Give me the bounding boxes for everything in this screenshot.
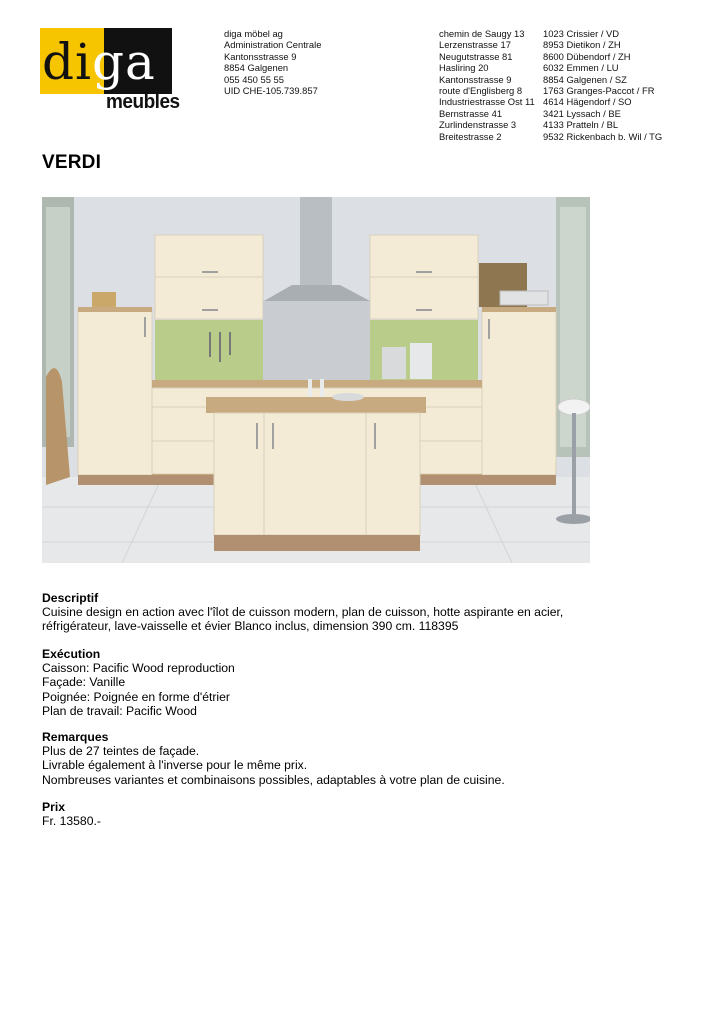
prix-heading: Prix [42,800,66,814]
company-line: UID CHE-105.739.857 [224,85,318,97]
company-line: Kantonsstrasse 9 [224,50,297,62]
descriptif-heading: Descriptif [42,591,99,605]
branch-city: 6032 Emmen / LU [543,62,619,74]
branch-city: 3421 Lyssach / BE [543,107,621,119]
branch-street: route d'Englisberg 8 [439,85,523,97]
branch-street: Zurlindenstrasse 3 [439,119,517,131]
logo-wordmark [42,32,156,98]
execution-line: Façade: Vanille [42,675,126,690]
company-line: Administration Centrale [224,39,322,51]
company-line: diga möbel ag [224,28,283,39]
branch-city: 8953 Dietikon / ZH [543,39,621,51]
remarques-heading: Remarques [42,730,109,744]
company-line: 055 450 55 55 [224,73,284,85]
descriptif-line: réfrigérateur, lave-vaisselle et évier Blanco inclus, dimension 390 cm. 118395 [42,619,459,634]
branch-street: Lerzenstrasse 17 [439,39,511,51]
branch-street: Industriestrasse Ost 11 [439,96,535,108]
logo-part-1: di [42,33,92,91]
execution-section [42,647,235,718]
branch-street: Neugutstrasse 81 [439,50,513,62]
descriptif-line: Cuisine design en action avec l'îlot de cuisson modern, plan de cuisson, hotte aspirante en acier, [42,605,564,620]
branch-street: Bernstrasse 41 [439,107,503,119]
branch-street: Breitestrasse 2 [439,130,502,142]
remarques-line: Nombreuses variantes et combinaisons possibles, adaptables à votre plan de cuisine. [42,772,505,787]
remarques-section [42,730,505,787]
branch-street: Kantonsstrasse 9 [439,73,512,85]
descriptif-section [42,591,602,634]
execution-line: Poignée: Poignée en forme d'étrier [42,689,230,704]
branch-street: Hasliring 20 [439,62,489,74]
branch-city: 8600 Dübendorf / ZH [543,50,631,62]
product-title: VERDI [42,152,102,173]
company-line: 8854 Galgenen [224,62,289,74]
company-address [224,28,321,96]
remarques-line: Plus de 27 teintes de façade. [42,744,200,759]
kitchen-photo [42,197,590,563]
branch-city: 1023 Crissier / VD [543,28,620,39]
branch-street: chemin de Saugy 13 [439,28,525,39]
execution-heading: Exécution [42,647,101,661]
logo-subtitle: meubles [106,91,180,114]
branch-streets [439,28,535,142]
branch-cities [543,28,662,142]
branch-city: 4133 Pratteln / BL [543,119,619,131]
branch-city: 1763 Granges-Paccot / FR [543,85,655,97]
prix-section [42,800,101,828]
branch-city: 4614 Hägendorf / SO [543,96,632,108]
prix-value: Fr. 13580.- [42,814,101,829]
diga-logo [40,28,180,114]
remarques-line: Livrable également à l'inverse pour le même prix. [42,758,308,773]
branch-city: 9532 Rickenbach b. Wil / TG [543,130,663,142]
execution-line: Caisson: Pacific Wood reproduction [42,661,235,676]
branch-city: 8854 Galgenen / SZ [543,73,627,85]
execution-line: Plan de travail: Pacific Wood [42,703,197,718]
logo-part-2: ga [92,33,156,91]
